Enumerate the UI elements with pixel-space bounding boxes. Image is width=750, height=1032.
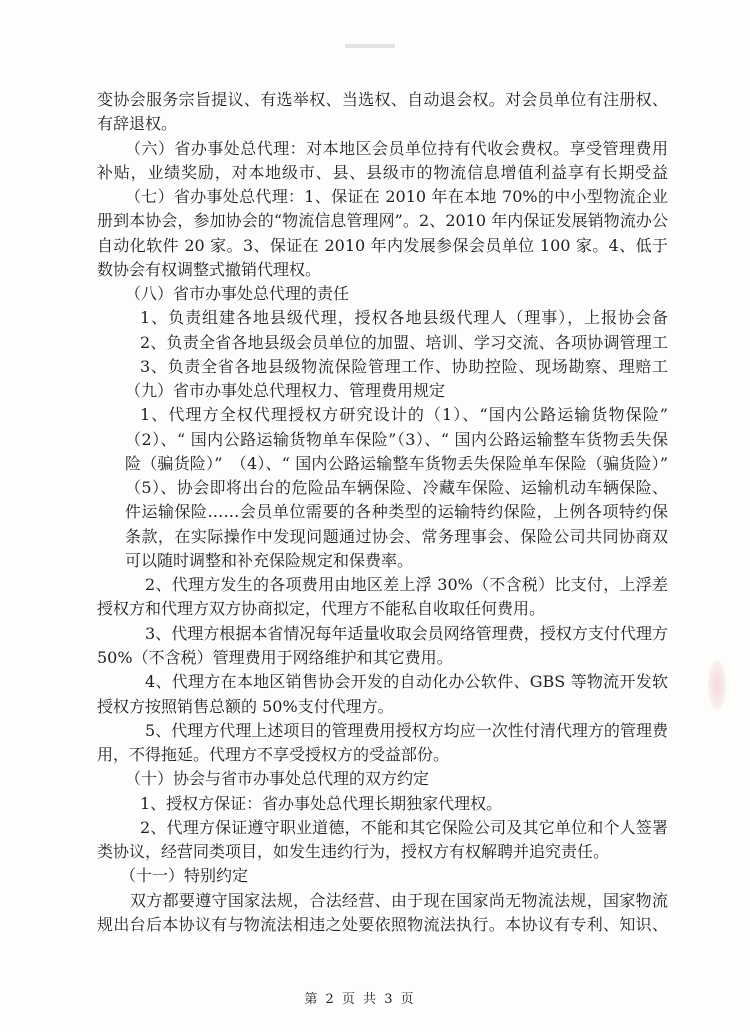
text-line: 3、负责全省各地县级物流保险管理工作、协助控险、现场勘察、理赔工	[140, 356, 668, 376]
text-line: 有辞退权。	[97, 114, 178, 134]
text-line: 3、代理方根据本省情况每年适量收取会员网络管理费，授权方支付代理方	[145, 623, 668, 643]
text-line: 1、代理方全权代理授权方研究设计的（1）、“国内公路运输货物保险”	[140, 405, 668, 425]
text-line: 1、负责组建各地县级代理，授权各地县级代理人（理事），上报协会备	[140, 308, 668, 328]
text-line: 2、代理方发生的各项费用由地区差上浮 30%（不含税）比支付，上浮差	[145, 575, 668, 595]
text-line: 条款，在实际操作中发现问题通过协会、常务理事会、保险公司共同协商双	[125, 526, 668, 546]
text-line: 2、代理方保证遵守职业道德，不能和其它保险公司及其它单位和个人签署	[140, 817, 668, 837]
text-line: 变协会服务宗旨提议、有选举权、当选权、自动退会权。对会员单位有注册权、	[97, 90, 668, 109]
text-line: 4、代理方在本地区销售协会开发的自动化办公软件、GBS 等物流开发软	[145, 672, 668, 692]
text-line: 双方都要遵守国家法规，合法经营、由于现在国家尚无物流法规，国家物流	[130, 890, 668, 910]
text-line: 类协议，经营同类项目，如发生违约行为，授权方有权解聘并追究责任。	[97, 842, 610, 862]
text-line: 补贴，业绩奖励，对本地级市、县、县级市的物流信息增值利益享有长期受益	[97, 162, 668, 182]
text-line: （十）协会与省市办事处总代理的双方约定	[125, 769, 430, 789]
text-line: （六）省办事处总代理：对本地区会员单位持有代收会费权。享受管理费用	[125, 138, 668, 158]
text-line: 可以随时调整和补充保险规定和保费率。	[125, 550, 414, 570]
text-line: 授权方按照销售总额的 50%支付代理方。	[97, 696, 394, 716]
text-line: 册到本协会，参加协会的“物流信息管理网”。2、2010 年内保证发展销物流办公	[97, 211, 668, 231]
page-footer: 第 2 页 共 3 页	[304, 992, 416, 1007]
text-line: 件运输保险……会员单位需要的各种类型的运输特约保险，上例各项特约保	[125, 502, 668, 522]
text-line: 用，不得拖延。代理方不享受授权方的受益部份。	[97, 745, 450, 765]
text-line: （2）、“ 国内公路运输货物单车保险”（3）、“ 国内公路运输整车货物丢失保	[125, 429, 668, 449]
text-line: （八）省市办事处总代理的责任	[125, 284, 350, 304]
text-line: 5、代理方代理上述项目的管理费用授权方均应一次性付清代理方的管理费	[145, 720, 668, 740]
text-line: 自动化软件 20 家。3、保证在 2010 年内发展参保会员单位 100 家。4、低于	[97, 235, 668, 255]
text-line: （九）省市办事处总代理权力、管理费用规定	[125, 381, 446, 401]
scan-mark	[345, 44, 395, 48]
text-line: （十一）特别约定	[120, 866, 249, 886]
text-line: （七）省办事处总代理：1、保证在 2010 年在本地 70%的中小型物流企业	[125, 187, 668, 207]
text-line: 50%（不含税）管理费用于网络维护和其它费用。	[97, 647, 453, 667]
text-line: 1、授权方保证：省办事处总代理长期独家代理权。	[140, 793, 503, 813]
text-line: 授权方和代理方双方协商拟定，代理方不能私自收取任何费用。	[97, 599, 546, 619]
text-line: 数协会有权调整式撤销代理权。	[97, 259, 322, 279]
text-line: 2、负责全省各地县级会员单位的加盟、培训、学习交流、各项协调管理工	[140, 332, 668, 352]
text-line: 规出台后本协议有与物流法相违之处要依照物流法执行。本协议有专利、知识、	[97, 914, 668, 934]
text-line: （5）、协会即将出台的危险品车辆保险、冷藏车保险、运输机动车辆保险、	[125, 478, 668, 498]
text-line: 险（骗货险）” （4）、“ 国内公路运输整车货物丢失保险单车保险（骗货险）”	[125, 453, 668, 473]
scan-smudge	[708, 660, 726, 710]
